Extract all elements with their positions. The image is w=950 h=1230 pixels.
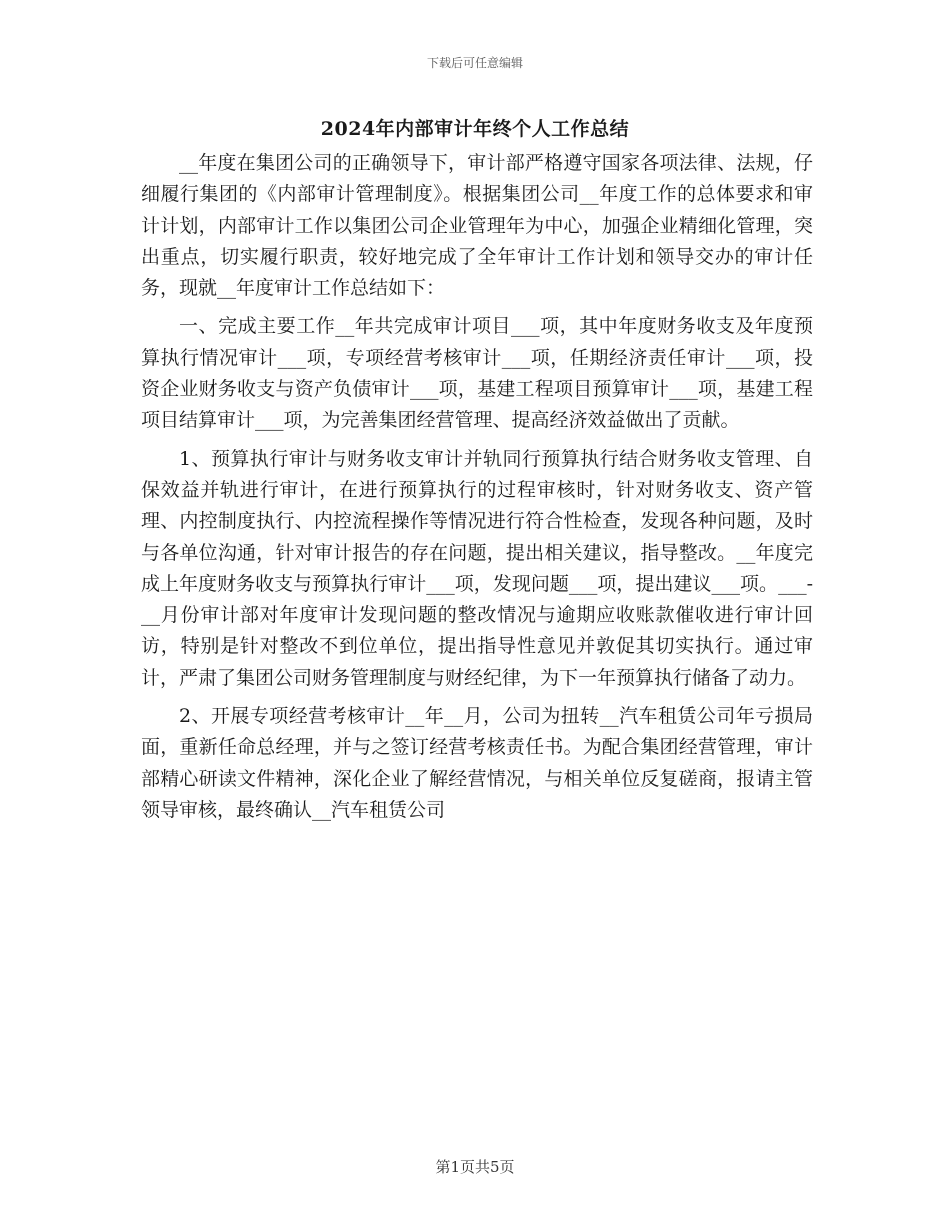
paragraph-intro: __年度在集团公司的正确领导下，审计部严格遵守国家各项法律、法规，仔细履行集团的《内部审计管理制度》。根据集团公司__年度工作的总体要求和审计计划，内部审计工作以集团公司企业管理年为中心，加强企业精细化管理，突出重点，切实履行职责，较好地完成了全年审计工作计划和领导交办的审计任务，现就__年度审计工作总结如下：: [141, 152, 813, 300]
paragraph-main-work: 一、完成主要工作__年共完成审计项目___项，其中年度财务收支及年度预算执行情况审计___项，专项经营考核审计___项，任期经济责任审计___项，投资企业财务收支与资产负债审计___项，基建工程项目预算审计___项，基建工程项目结算审计___项，为完善集团经营管理、提高经济效益做出了贡献。: [141, 315, 813, 432]
header-note: 下载后可任意编辑: [426, 56, 523, 70]
paragraph-budget-audit: 1、预算执行审计与财务收支审计并轨同行预算执行结合财务收支管理、自保效益并轨进行审计，在进行预算执行的过程审核时，针对财务收支、资产管理、内控制度执行、内控流程操作等情况进行符合性检查，发现各种问题，及时与各单位沟通，针对审计报告的存在问题，提出相关建议，指导整改。__年度完成上年度财务收支与预算执行审计___项，发现问题___项，提出建议___项。___-__月份审计部对年度审计发现问题的整改情况与逾期应收账款催收进行审计回访，特别是针对整改不到位单位，提出指导性意见并敦促其切实执行。通过审计，严肃了集团公司财务管理制度与财经纪律，为下一年预算执行储备了动力。: [141, 447, 813, 689]
page-number: 第1页共5页: [435, 1158, 515, 1176]
document-title: 2024年内部审计年终个人工作总结: [320, 118, 630, 140]
document-body: [141, 148, 813, 826]
paragraph-special-audit: 2、开展专项经营考核审计__年__月，公司为扭转__汽车租赁公司年亏损局面，重新任命总经理，并与之签订经营考核责任书。为配合集团经营管理，审计部精心研读文件精神，深化企业了解经营情况，与相关单位反复磋商，报请主管领导审核，最终确认__汽车租赁公司: [141, 705, 813, 821]
